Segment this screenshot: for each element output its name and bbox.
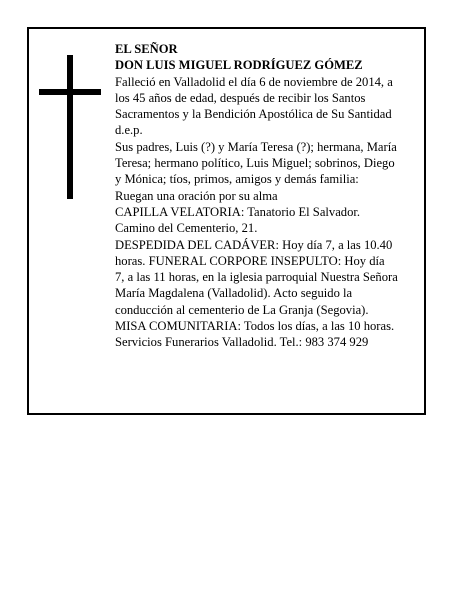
notice-body-line: Teresa; hermano político, Luis Miguel; sobrinos, Diego: [115, 156, 395, 171]
notice-body-line: 7, a las 11 horas, en la iglesia parroquial Nuestra Señora: [115, 270, 398, 285]
notice-body-line: MISA COMUNITARIA: Todos los días, a las 10 horas.: [115, 319, 395, 334]
notice-body-line: d.e.p.: [115, 123, 143, 138]
notice-body-line: conducción al cementerio de La Granja (Segovia).: [115, 302, 369, 317]
notice-body-line: CAPILLA VELATORIA: Tanatorio El Salvador.: [115, 204, 361, 219]
notice-body-line: Camino del Cementerio, 21.: [115, 221, 258, 236]
notice-body-line: los 45 años de edad, después de recibir los Santos: [115, 90, 366, 105]
obituary-notice: [27, 27, 426, 415]
notice-body-line: Sacramentos y la Bendición Apostólica de Su Santidad: [115, 107, 392, 122]
obituary-text: [115, 41, 425, 351]
notice-body-line: Servicios Funerarios Valladolid. Tel.: 983 374 929: [115, 335, 369, 350]
notice-body-line: Ruegan una oración por su alma: [115, 188, 278, 203]
notice-body-line: María Magdalena (Valladolid). Acto seguido la: [115, 286, 353, 301]
latin-cross-icon: [39, 55, 101, 199]
notice-body-line: Sus padres, Luis (?) y María Teresa (?); hermana, María: [115, 139, 397, 154]
notice-body-line: Falleció en Valladolid el día 6 de noviembre de 2014, a: [115, 74, 393, 89]
notice-title-honorific: EL SEÑOR: [115, 42, 178, 56]
notice-body-line: horas. FUNERAL CORPORE INSEPULTO: Hoy día: [115, 253, 385, 268]
notice-body-line: y Mónica; tíos, primos, amigos y demás familia:: [115, 172, 359, 187]
notice-body-line: DESPEDIDA DEL CADÁVER: Hoy día 7, a las 10.40: [115, 237, 393, 252]
notice-title-name: DON LUIS MIGUEL RODRÍGUEZ GÓMEZ: [115, 58, 363, 73]
